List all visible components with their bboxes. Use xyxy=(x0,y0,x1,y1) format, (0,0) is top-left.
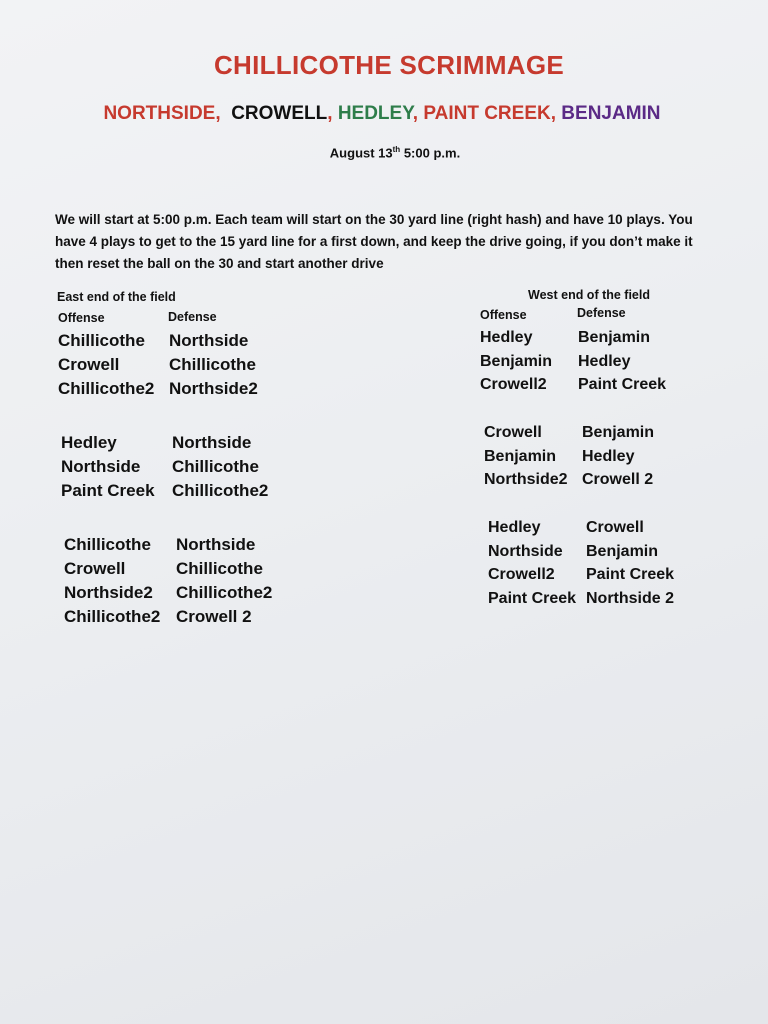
offense-team: Paint Creek xyxy=(61,481,155,500)
team-separator: , xyxy=(327,103,333,124)
defense-team: Chillicothe xyxy=(176,559,263,578)
team-separator: , xyxy=(412,103,419,124)
offense-team: Chillicothe2 xyxy=(64,607,161,626)
team-paint-creek: PAINT CREEK, xyxy=(423,103,557,124)
defense-team: Northside 2 xyxy=(586,589,675,607)
team-crowell: CROWELL xyxy=(231,103,328,124)
offense-team: Benjamin xyxy=(484,447,557,465)
offense-team: Paint Creek xyxy=(488,589,577,607)
defense-team: Northside xyxy=(169,331,249,350)
defense-team: Hedley xyxy=(582,447,635,465)
team-benjamin: BENJAMIN xyxy=(561,103,661,124)
defense-team: Paint Creek xyxy=(586,566,675,583)
defense-team: Northside2 xyxy=(169,379,258,398)
defense-team: Crowell xyxy=(586,519,644,536)
offense-team: Northside xyxy=(488,542,563,560)
east-defense-header: Defense xyxy=(168,310,217,324)
defense-team: Chillicothe xyxy=(172,457,259,476)
date-day: August 13 xyxy=(329,145,393,161)
offense-team: Crowell xyxy=(64,559,126,578)
defense-team: Benjamin xyxy=(578,329,651,346)
east-label: East end of the field xyxy=(57,290,176,304)
team-hedley: HEDLEY xyxy=(337,103,413,124)
defense-team: Benjamin xyxy=(586,542,659,560)
offense-team: Chillicothe2 xyxy=(58,379,155,398)
offense-team: Northside xyxy=(61,457,141,476)
offense-team: Hedley xyxy=(488,519,541,536)
offense-team: Chillicothe xyxy=(64,535,151,554)
west-offense-header: Offense xyxy=(480,308,527,322)
defense-team: Hedley xyxy=(578,352,631,370)
team-northside: NORTHSIDE, xyxy=(103,103,221,124)
offense-team: Northside2 xyxy=(64,583,153,602)
defense-team: Crowell 2 xyxy=(582,471,654,488)
date-time: 5:00 p.m. xyxy=(403,145,461,161)
offense-team: Northside2 xyxy=(484,471,568,488)
defense-team: Chillicothe2 xyxy=(176,583,273,602)
west-defense-header: Defense xyxy=(577,306,626,320)
offense-team: Crowell xyxy=(58,355,120,374)
offense-team: Crowell2 xyxy=(488,566,555,583)
offense-team: Benjamin xyxy=(480,352,553,370)
west-label: West end of the field xyxy=(528,288,650,302)
date-suffix: th xyxy=(392,145,401,154)
east-offense-header: Offense xyxy=(58,311,105,325)
offense-team: Hedley xyxy=(480,329,533,346)
defense-team: Benjamin xyxy=(582,424,655,441)
page-title: CHILLICOTHE SCRIMMAGE xyxy=(213,50,565,80)
offense-team: Crowell xyxy=(484,424,542,441)
defense-team: Crowell 2 xyxy=(176,607,252,626)
teams-line xyxy=(0,103,764,125)
event-date xyxy=(0,145,768,160)
offense-team: Hedley xyxy=(61,433,117,452)
defense-team: Paint Creek xyxy=(578,376,667,393)
defense-team: Northside xyxy=(172,433,252,452)
defense-team: Chillicothe xyxy=(169,355,256,374)
instructions-paragraph: We will start at 5:00 p.m. Each team will start on the 30 yard line (right hash) and have 10 plays. You have 4 plays to get to the 15 yard line for a first down, and keep the drive going, if you don’t make it then reset the ball on the 30 and start another drive xyxy=(55,212,693,271)
defense-team: Chillicothe2 xyxy=(172,481,269,500)
offense-team: Chillicothe xyxy=(58,331,145,350)
offense-team: Crowell2 xyxy=(480,376,547,393)
defense-team: Northside xyxy=(176,535,256,554)
